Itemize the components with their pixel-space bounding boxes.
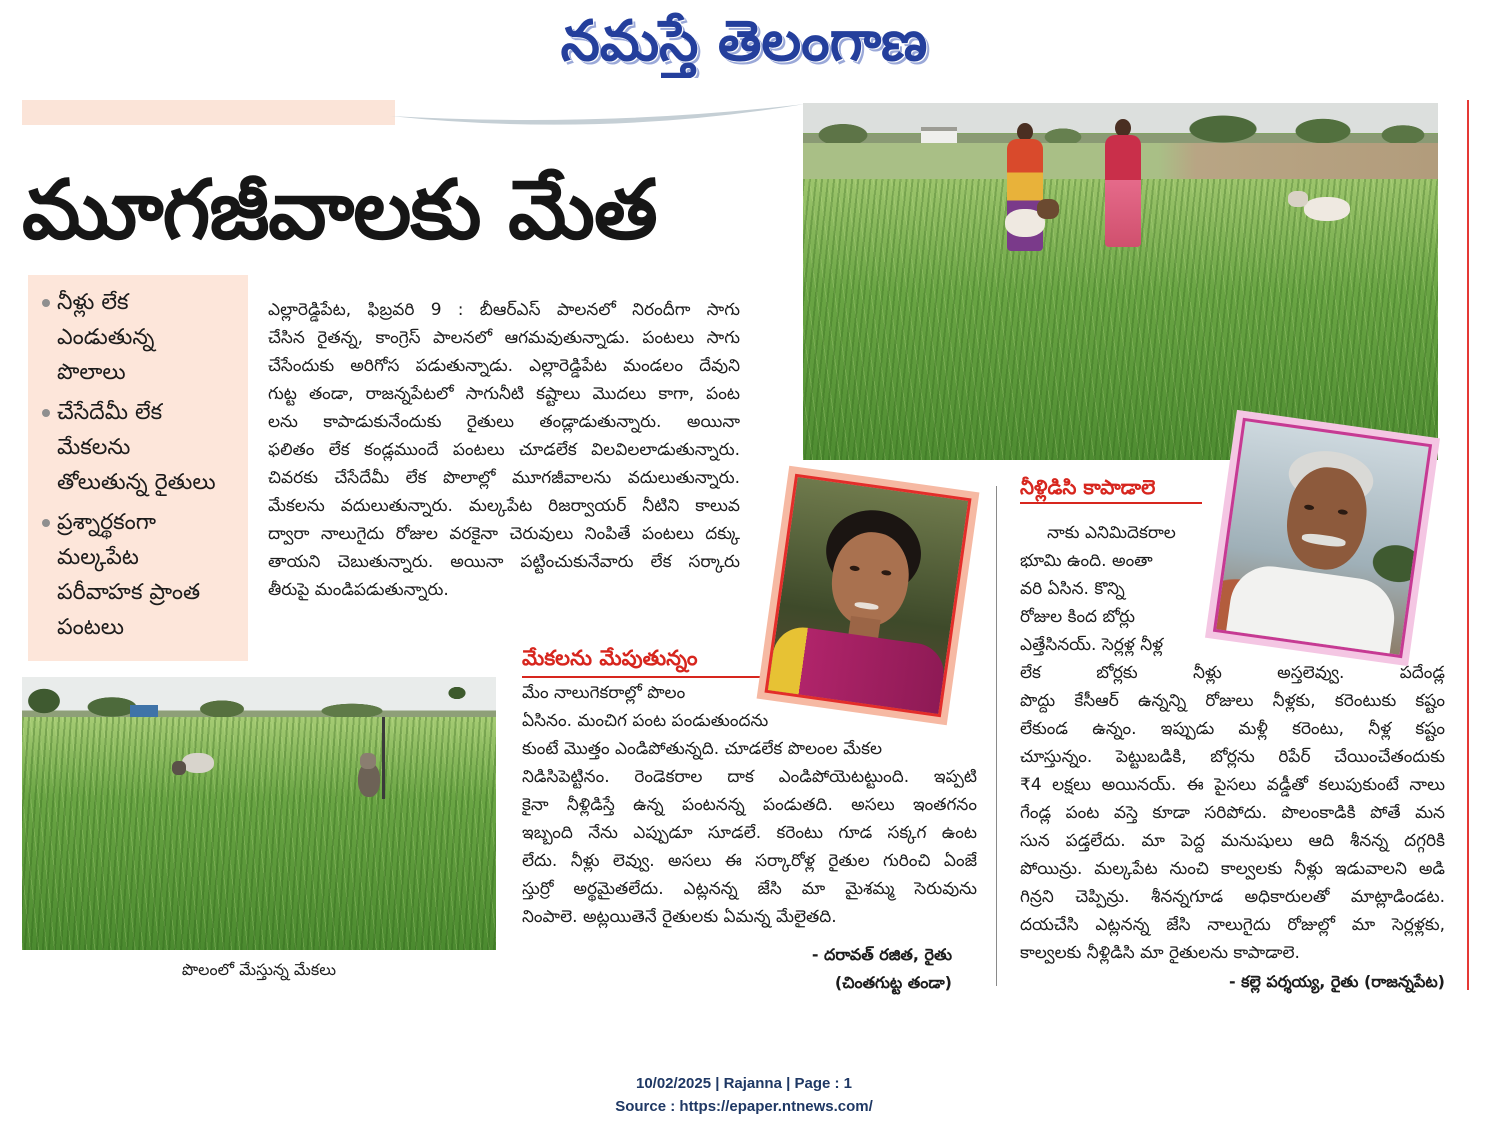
photo-house [130, 705, 158, 717]
quote-line: నింపాలె. అట్లయితెనే రైతులకు ఏమన్న మేలైతది. [522, 907, 837, 927]
heading-underline [1020, 502, 1202, 504]
article-line: ఫలితం లేక కండ్లముందే పంటలు చూడలేక విలవిలలాడుతున్నారు. [268, 440, 740, 460]
quote-line: కుంటే మొత్తం ఎండిపోతున్నది. చూడలేక పొలంల మేకల [522, 739, 883, 759]
quote-line: పోయిన్రు. మల్కపేట నుంచి కాల్వలకు నీళ్లు ఇడువాలని అడి [1020, 859, 1445, 879]
headline: మూగజీవాలకు మేత [22, 163, 657, 258]
highlight-text [57, 395, 248, 500]
quote-line: కైనా నీళ్లిడిస్తే ఉన్న పంటనన్న పండుతది. అసలు ఇంతగనం [522, 795, 977, 815]
highlight-line: చేసేదేమీ లేక [57, 400, 163, 425]
quote-line: ఎత్తేసినయ్. సెర్లళ్ల నీళ్ల [1020, 635, 1164, 655]
quote-line: వరి ఏసిన. కొన్ని [1020, 579, 1125, 599]
goat-head [1288, 191, 1308, 207]
quote-line: నాకు ఎనిమిదెకరాల [1047, 523, 1176, 543]
masthead-logo: నమస్తే తెలంగాణ [560, 9, 928, 74]
quote-line: పొద్దు కేసీఆర్ ఉన్నన్ని రోజులు నీళ్లకు, కరెంటుకు కష్టం [1020, 691, 1445, 711]
quote-line: నిడిసిపెట్టినం. రెండెకరాల దాక ఎండిపోయెటట్టుంది. ఇప్పటి [522, 767, 977, 787]
column-divider [996, 486, 997, 986]
article-body [268, 296, 740, 604]
section-tab-bar [22, 100, 395, 125]
article-line: ద్వారా నాలుగైదు రోజుల వరకైనా చెరువులు నింపితే పంటలు దక్కు [268, 524, 740, 544]
quote-line: లేదు. నీళ్లు లెవ్వు. అసలు ఈ సర్కారోళ్ల రైతుల గురించి ఏంజే [522, 851, 977, 871]
photo-paddy-field [22, 717, 496, 950]
article-line: తాయని చెబుతున్నారు. అయినా పట్టించుకునేవారు లేక సర్కారు [268, 552, 740, 572]
highlight-line: ఎండుతున్న [57, 325, 155, 350]
article-line: తీరుపై మండిపడుతున్నారు. [268, 580, 449, 600]
bullet-dot [42, 299, 50, 307]
goat-head [360, 753, 376, 769]
decorative-swoosh [380, 98, 810, 134]
article-line: గుట్ట తండా, రాజన్నపేటలో సాగునీటి కష్టాలు మొదలు కాగా, పంట [268, 384, 740, 404]
article-line: మేకలను వదులుతున్నారు. మల్కపేట రిజర్వాయర్ నీటిని కాలువ [268, 496, 740, 516]
quote-line: లేక బోర్లకు నీళ్లు అస్తలెవ్వు. పదేండ్ల [1020, 663, 1445, 683]
quote-line: దయచేసి ఎట్లనన్న జేసి నాలుగైదు రోజుల్లో మా సెర్లళ్లకు, [1020, 915, 1445, 935]
highlight-item [28, 505, 248, 645]
quote-byline-right: - కల్లె పర్శయ్య, రైతు (రాజన్నపేట) [1228, 972, 1445, 991]
article-line: చివరకు చేసేదేమీ లేక పొలాల్లో మూగజీవాలను వదులుతున్నారు. [268, 468, 740, 488]
quote-heading-right: నీళ్లిడిసి కాపాడాలె [1020, 475, 1156, 499]
quote-byline-left: - దరావత్ రజిత, రైతు [811, 945, 952, 964]
portrait-woman-farmer [764, 474, 971, 718]
woman-figure [1101, 119, 1145, 247]
article-line: లను కాపాడుకునేందుకు రైతులు తండ్లాడుతున్నారు. అయినా [268, 412, 740, 432]
quote-line: గేండ్ల పంట వస్తె కూడా సరిపోదు. పొలంకాడికి పోతే మన [1020, 803, 1445, 823]
bullet-dot [42, 409, 50, 417]
quote-line: ఇబ్బంది నేను ఎప్పుడూ సూడలే. కరెంటు గూడ సక్కగ ఉంట [522, 823, 977, 843]
quote-line: లేకుండ ఉన్నం. ఇప్పుడు మళ్లీ కరెంటు, నీళ్ల కష్టం [1020, 719, 1445, 739]
highlight-line: తోలుతున్న రైతులు [57, 470, 216, 495]
footer-source-link: Source : https://epaper.ntnews.com/ [615, 1098, 873, 1115]
field-photo-women-goats [803, 103, 1438, 460]
portrait-man-farmer [1213, 418, 1432, 658]
quote-line: రోజుల కింద బోర్లు [1020, 607, 1136, 627]
highlights-box [28, 275, 248, 661]
quote-line: చూస్తున్నం. పెట్టుబడికి, బోర్లను రిపేర్ చేయించేతందుకు [1020, 747, 1445, 767]
highlight-line: పరీవాహక ప్రాంత [57, 580, 201, 605]
woman-saree [1105, 135, 1141, 247]
portrait-frame-woman [757, 466, 980, 725]
photo-caption: పొలంలో మేస్తున్న మేకలు [181, 960, 337, 979]
article-line: చేసేందుకు అరిగోస పడుతున్నాడు. ఎల్లారెడ్డిపేట మండలం దేవుని [268, 356, 740, 376]
highlight-line: మల్కపేట [57, 545, 139, 570]
goat-figure [354, 753, 384, 799]
portrait-shirt [1225, 561, 1399, 658]
quote-byline-place-left: (చింతగుట్ట తండా) [834, 973, 952, 992]
quote-line: మేం నాలుగెకరాల్లో పొలం [522, 683, 686, 703]
page-edge-rule [1467, 100, 1469, 990]
highlight-item [28, 285, 248, 390]
quote-line: స్తుర్రో అర్థమైతలేదు. ఎట్లనన్న జేసి మా మైశమ్మ సెరువును [522, 879, 977, 899]
goat-head [172, 761, 186, 775]
highlight-line: నీళ్లు లేక [57, 290, 129, 315]
article-line: ఎల్లారెడ్డిపేట, ఫిబ్రవరి 9 : బీఆర్ఎస్ పాలనలో నిరందీగా సాగు [268, 300, 740, 320]
highlight-line: పంటలు [57, 615, 124, 640]
goat-body [182, 753, 214, 773]
quote-line: కాల్వలకు నీళ్లిడిసి మా రైతులను కాపాడాలె. [1020, 943, 1300, 963]
highlight-line: పొలాలు [57, 360, 126, 385]
portrait-saree [767, 624, 947, 717]
field-photo-grazing-goats [22, 677, 496, 950]
page-footer [0, 1072, 1488, 1118]
footer-edition-info: 10/02/2025 | Rajanna | Page : 1 [635, 1075, 852, 1092]
portrait-frame-man [1205, 410, 1440, 666]
highlight-item [28, 395, 248, 500]
goat-figure [1288, 189, 1354, 231]
goat-head [1037, 199, 1059, 219]
goat-figure [1001, 199, 1063, 251]
bullet-dot [42, 519, 50, 527]
quote-line: ₹4 లక్షలు అయినయ్. ఈ పైసలు వడ్డీతో కలుపుకుంటే నాలు [1020, 775, 1445, 795]
highlight-line: మేకలను [57, 435, 131, 460]
highlight-text [57, 285, 248, 390]
quote-heading-left: మేకలను మేపుతున్నం [522, 646, 698, 670]
quote-line: భూమి ఉంది. అంతా [1020, 551, 1153, 571]
quote-line: ఏసినం. మంచిగ పంట పండుతుందను [522, 711, 769, 731]
quote-line: గిన్రని చెప్పిన్రు. శీనన్నగూడ అధికారులతో మాట్లాడిండట. [1020, 887, 1445, 907]
highlight-line: ప్రశ్నార్థకంగా [57, 510, 157, 535]
heading-underline [522, 676, 762, 678]
goat-figure [172, 749, 216, 779]
article-line: చేసిన రైతన్న, కాంగ్రెస్ పాలనలో ఆగమవుతున్నాడు. పంటలు సాగు [268, 328, 740, 348]
goat-body [1304, 197, 1350, 221]
highlight-text [57, 505, 248, 645]
quote-line: సున పడ్తలేదు. మా పెద్ద మనుషులు ఆది శీనన్న దగ్గరికి [1020, 831, 1445, 851]
